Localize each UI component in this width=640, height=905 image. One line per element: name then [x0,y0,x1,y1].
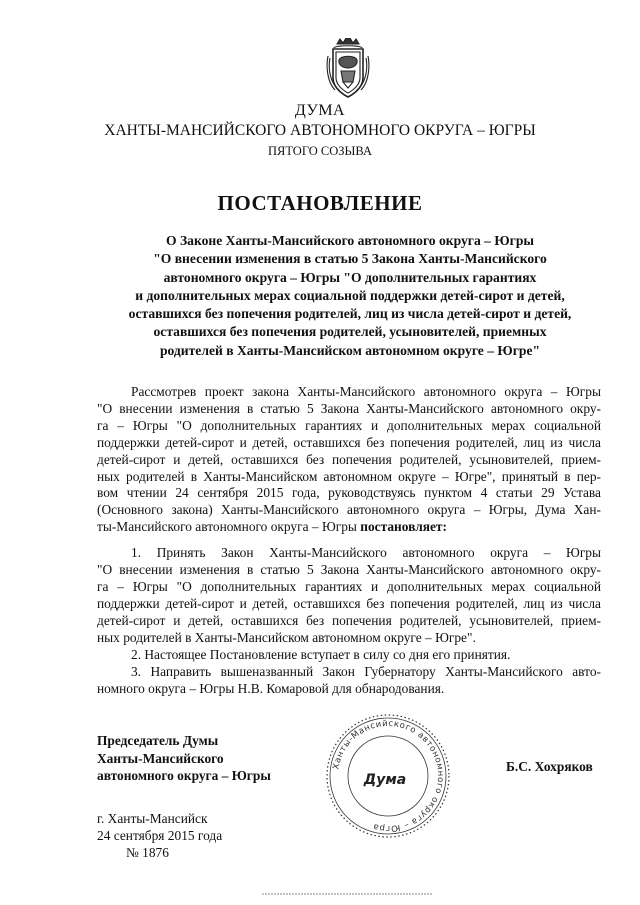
subject-line: и дополнительных мерах социальной поддержки детей-сирот и детей, [135,287,565,303]
signatory-name: Б.С. Хохряков [506,759,593,774]
preamble-line: детей-сирот и детей, оставшихся без попечения родителей, усыновителей, прием- [97,451,601,467]
place-date-number [97,810,222,861]
preamble-line: "О внесении изменения в статью 5 Закона Ханты-Мансийского автономного окру- [97,400,601,416]
preamble-line: поддержки детей-сирот и детей, оставшихся без попечения родителей, лиц из числа [97,434,601,450]
subject-line: оставшихся без попечения родителей, усыновителей, приемных [153,324,547,340]
subject-line: О Законе Ханты-Мансийского автономного округа – Югры [166,233,534,248]
document-type-title: ПОСТАНОВЛЕНИЕ [217,191,423,215]
preamble-paragraph [97,384,601,536]
item-line: ных родителей в Ханты-Мансийском автономном округе – Югре". [97,629,476,645]
item-line: "О внесении изменения в статью 5 Закона Ханты-Мансийского автономного окру- [97,561,601,577]
stamp-center-text: Дума [363,772,407,788]
convocation-heading: ПЯТОГО СОЗЫВА [267,144,373,158]
stamp-ring-text: Ханты-Мансийского автономного округа – Югра [331,718,446,834]
signatory-title [97,732,271,785]
place-of-adoption: г. Ханты-Мансийск [97,811,208,826]
region-heading: ХАНТЫ-МАНСИЙСКОГО АВТОНОМНОГО ОКРУГА – ЮГРЫ [104,122,536,139]
item-line: поддержки детей-сирот и детей, оставшихся без попечения родителей, лиц из числа [97,595,601,611]
signatory-title-line: Ханты-Мансийского [97,750,224,766]
subject-line: оставшихся без попечения родителей, лиц из числа детей-сирот и детей, [128,306,572,322]
signatory-title-line: Председатель Думы [97,733,219,748]
preamble-line: (Основного закона) Ханты-Мансийского автономного округа – Югры, Дума Хан- [97,502,601,518]
item-1-paragraph [97,545,601,646]
item-line: га – Югры "О дополнительных гарантиях и дополнительных мерах социальной [97,578,601,594]
duma-heading: ДУМА [294,102,346,119]
signatory-title-line: автономного округа – Югры [97,768,271,783]
preamble-last-line [97,519,601,536]
preamble-line-text: ты-Мансийского автономного округа – Югры [97,519,357,535]
item-line: 2. Настоящее Постановление вступает в силу со дня его принятия. [131,647,511,662]
item-line: 1. Принять Закон Ханты-Мансийского автономного округа – Югры [131,545,601,560]
preamble-line: га – Югры "О дополнительных гарантиях и дополнительных мерах социальной [97,417,601,433]
document-number: № 1876 [126,845,169,860]
subject-line: родителей в Ханты-Мансийском автономном округе – Югре" [159,342,541,358]
coat-of-arms-emblem [325,38,371,100]
bottom-rule [262,893,432,895]
item-line: детей-сирот и детей, оставшихся без попечения родителей, усыновителей, прием- [97,612,601,628]
official-stamp [323,712,453,840]
item-3-paragraph [97,664,601,698]
item-line: номного округа – Югры Н.В. Комаровой для обнародования. [97,680,445,696]
subject-line: "О внесении изменения в статью 5 Закона Ханты-Мансийского [153,251,547,267]
item-2-paragraph [97,647,601,664]
preamble-line: Рассмотрев проект закона Ханты-Мансийского автономного округа – Югры [131,384,601,399]
preamble-line: ных родителей в Ханты-Мансийском автономном округе – Югре", принятый в пер- [97,468,601,484]
date-of-adoption: 24 сентября 2015 года [97,828,223,843]
preamble-line: вом чтении 24 сентября 2015 года, руководствуясь пунктом 4 статьи 29 Устава [97,485,601,501]
document-subject [60,232,640,360]
subject-line: автономного округа – Югры "О дополнительных гарантиях [163,269,537,285]
item-line: 3. Направить вышеназванный Закон Губернатору Ханты-Мансийского авто- [131,664,601,679]
resolves-word: постановляет: [360,519,447,535]
